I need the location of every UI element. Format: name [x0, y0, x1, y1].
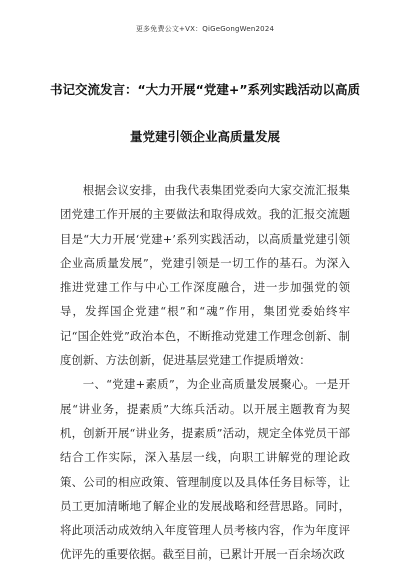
header-note: 更多免费公文+VX：QiGeGongWen2024 — [135, 25, 275, 33]
document-body — [60, 178, 350, 567]
body-paragraph-1: 根据会议安排，由我代表集团党委向大家交流汇报集团党建工作开展的主要做法和取得成效。我的汇报交流题目是“大力开展‘党建+’系列实践活动，以高质量党建引领企业高质量发展”，党建引领是一切工作的基石。为深入推进党建工作与中心工作深度融合，进一步加强党的领导，发挥国企党建“根”和“魂”作用，集团党委始终牢记“国企姓党”政治本色，不断推动党建工作理念创新、制度创新、方法创新，促进基层党建工作提质增效： — [60, 183, 350, 368]
document-title-line-1: 书记交流发言：“大力开展“党建+”系列实践活动以高质 — [49, 82, 361, 97]
body-paragraph-2: 一、“党建+素质”，为企业高质量发展聚心。一是开展“讲业务，提素质”大练兵活动。以开展主题教育为契机，创新开展“讲业务，提素质”活动，规定全体党员干部结合工作实际，深入基层一线，向职工讲解党的理论政策、公司的相应政策、管理制度以及具体任务目标等，让员工更加清晰地了解企业的发展战略和经营思路。同时，将此项活动成效纳入年度管理人员考核内容，作为年度评优评先的重要依据。截至目前，已累计开展一百余场次政 — [60, 377, 350, 562]
document-title-line-2: 量党建引领企业高质量发展 — [129, 129, 280, 144]
